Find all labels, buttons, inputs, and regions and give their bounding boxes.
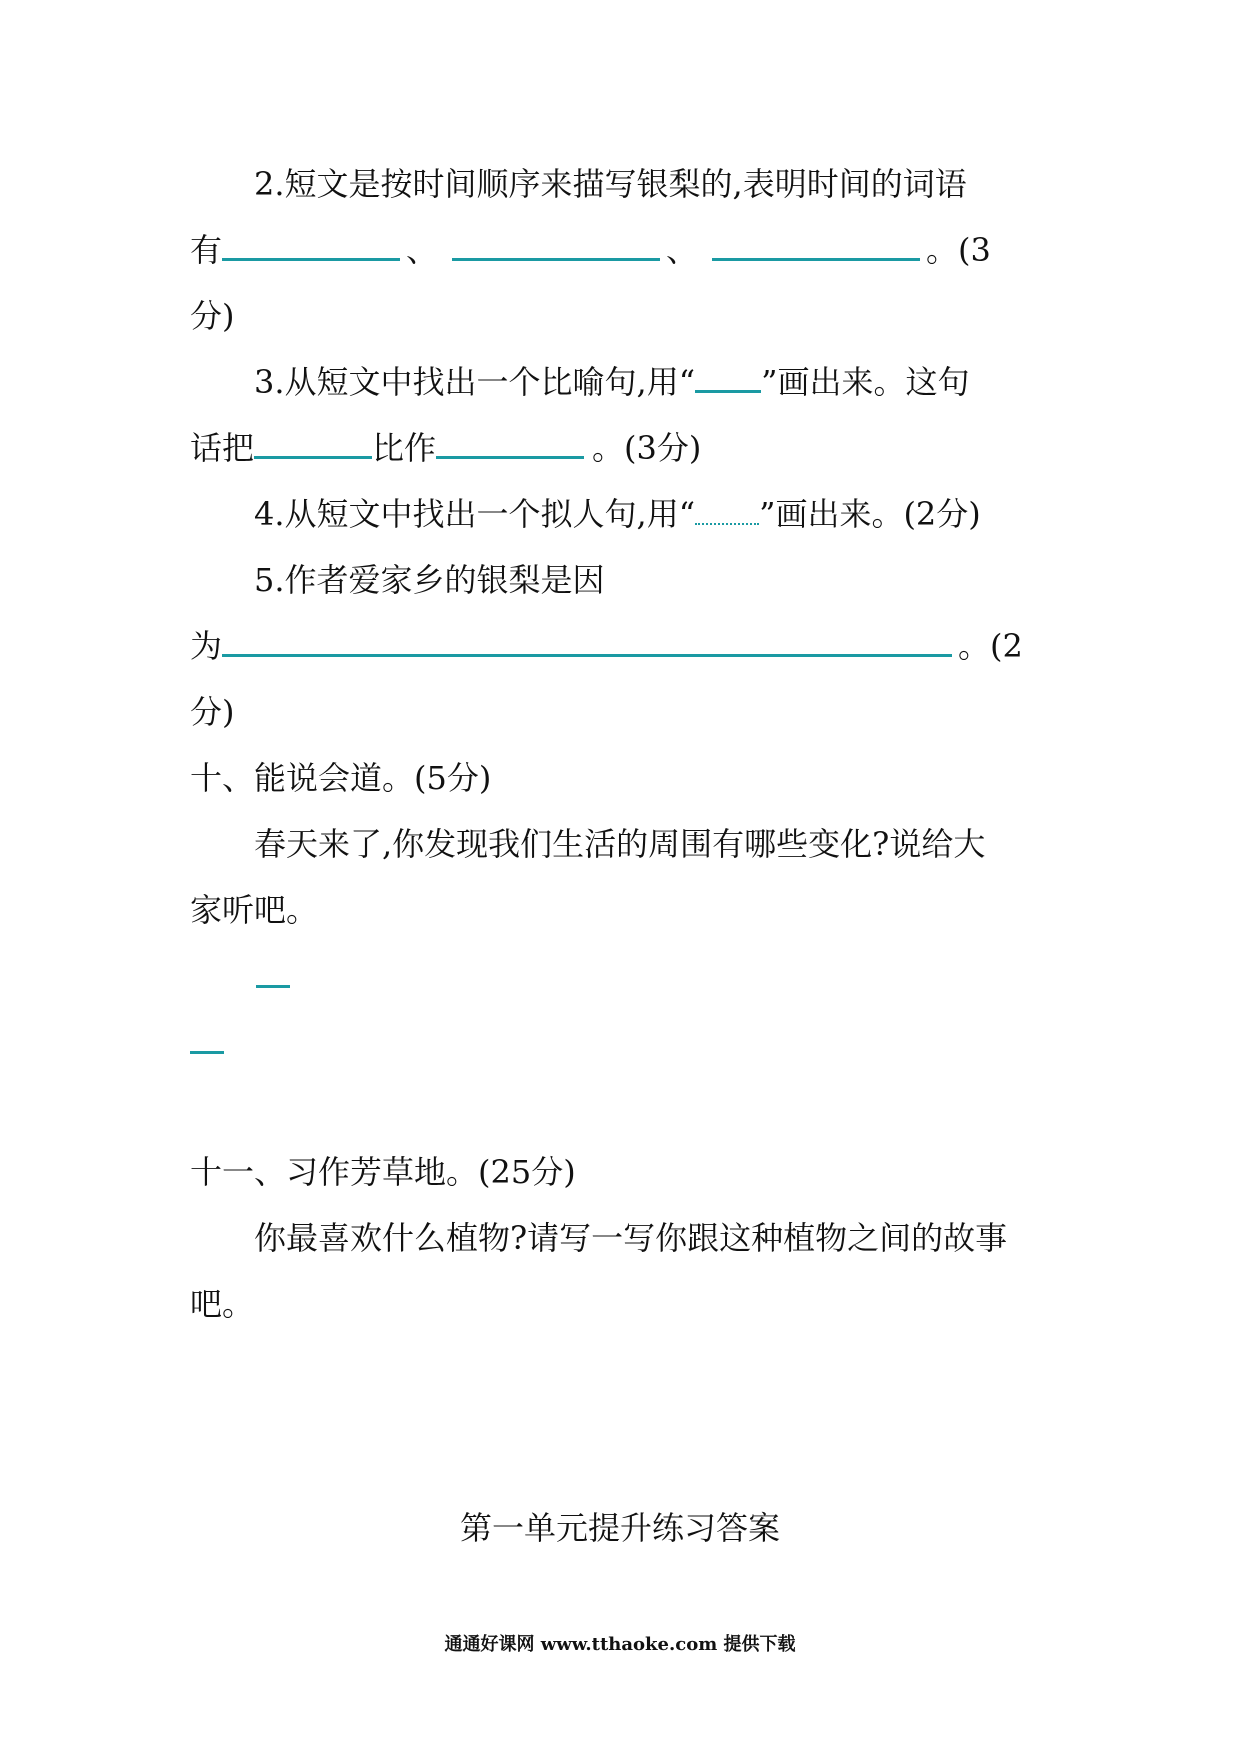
q2-sep-1: 、 [406, 231, 439, 269]
section10-answer-rule-1[interactable] [256, 985, 290, 988]
q2-score-tail: 分) [190, 297, 235, 335]
q5-score: 。(2 [958, 627, 1023, 665]
q4-wavy-marker [695, 499, 759, 525]
section10-prompt-2: 家听吧。 [190, 891, 319, 929]
section11-prompt-1: 你最喜欢什么植物?请写一写你跟这种植物之间的故事 [254, 1219, 1008, 1257]
q2-blank-3[interactable] [712, 232, 920, 261]
q2-blank-2[interactable] [452, 232, 660, 261]
q3-blank-1[interactable] [254, 430, 372, 459]
q3-text-a: 3.从短文中找出一个比喻句,用“ [254, 363, 696, 401]
q5-blank[interactable] [222, 628, 952, 657]
section10-heading: 十、能说会道。(5分) [190, 759, 492, 797]
q5-prefix: 为 [190, 627, 223, 665]
q3-text-d: 比作 [372, 429, 437, 467]
q2-sep-2: 、 [666, 231, 699, 269]
q3-answer-line [190, 426, 701, 470]
q3-blank-marker [695, 364, 761, 393]
q2-answer-line [190, 228, 991, 272]
q3-score: 。(3分) [592, 429, 702, 467]
footer-credit: 通通好课网 www.tthaoke.com 提供下载 [444, 1634, 796, 1655]
q2-blank-1[interactable] [222, 232, 400, 261]
q5-score-tail: 分) [190, 693, 235, 731]
section10-prompt-1: 春天来了,你发现我们生活的周围有哪些变化?说给大 [254, 825, 986, 863]
q3-text-b: ”画出来。这句 [761, 363, 970, 401]
section10-answer-rule-2[interactable] [190, 1051, 224, 1054]
q5-text: 5.作者爱家乡的银梨是因 [254, 561, 605, 599]
q3-text-c: 话把 [190, 429, 255, 467]
q4-text-b: ”画出来。(2分) [759, 495, 981, 533]
q3-text [254, 360, 969, 404]
q3-blank-2[interactable] [436, 430, 584, 459]
q2-score: 。(3 [926, 231, 991, 269]
answer-title: 第一单元提升练习答案 [459, 1509, 780, 1547]
q2-prefix: 有 [190, 231, 223, 269]
q4-text [254, 492, 981, 536]
q2-text: 2.短文是按时间顺序来描写银梨的,表明时间的词语 [254, 165, 967, 203]
q5-answer-line [190, 624, 1023, 668]
section11-prompt-2: 吧。 [190, 1285, 255, 1323]
section11-heading: 十一、习作芳草地。(25分) [190, 1153, 576, 1191]
q4-text-a: 4.从短文中找出一个拟人句,用“ [254, 495, 696, 533]
